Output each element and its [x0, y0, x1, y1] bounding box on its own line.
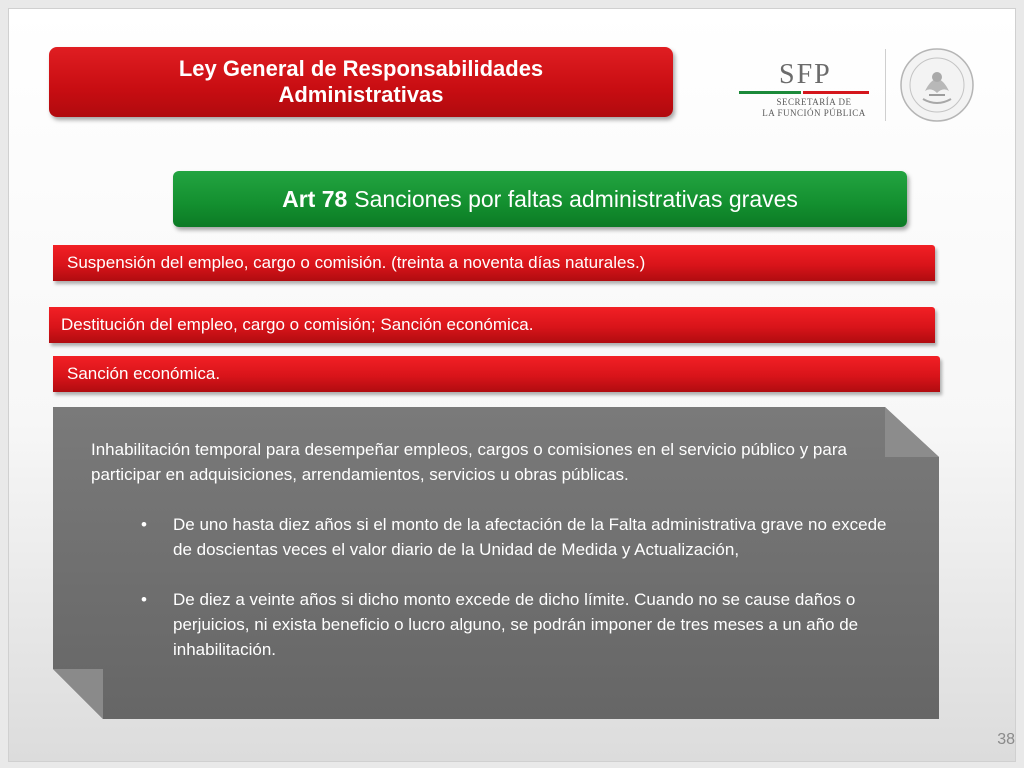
bullet-item [91, 587, 891, 662]
bullet-symbol: • [141, 515, 147, 534]
article-number: Art 78 [282, 185, 348, 212]
title-line-1: Ley General de Responsabilidades [178, 56, 544, 81]
sfp-acronym: SFP [779, 59, 832, 90]
bullet-text: De diez a veinte años si dicho monto excede de dicho límite. Cuando no se cause daños o perjuicios, ni exista beneficio o lucro alguno, se podrán imponer de tres meses a un año de inhabilitación. [173, 590, 859, 659]
logo-divider [885, 49, 886, 121]
sanction-text: Destitución del empleo, cargo o comisión; Sanción económica. [61, 315, 534, 334]
title-banner [49, 47, 673, 117]
slide [8, 8, 1016, 762]
logo-subtitle-line-2: LA FUNCIÓN PÚBLICA [762, 108, 866, 118]
page-number: 38 [997, 731, 1015, 748]
title-line-2: Administrativas [278, 82, 444, 107]
sanction-bar-destitution [49, 307, 935, 343]
bullet-text: De uno hasta diez años si el monto de la afectación de la Falta administrativa grave no excede de doscientas veces el valor diario de la Unidad de Medida y Actualización, [173, 515, 887, 559]
panel-content [91, 437, 891, 687]
sanction-bar-economic [53, 356, 940, 392]
inhabilitation-panel [53, 407, 939, 719]
sanction-bar-suspension [53, 245, 935, 281]
sanction-text: Sanción económica. [67, 364, 221, 383]
article-banner [173, 171, 907, 227]
sanction-text: Suspensión del empleo, cargo o comisión. (treinta a noventa días naturales.) [67, 253, 646, 272]
bullet-symbol: • [141, 590, 147, 609]
sfp-logo [739, 57, 879, 123]
coat-of-arms-seal-icon [899, 47, 975, 123]
logo-red-line [803, 91, 869, 94]
logo-green-line [739, 91, 801, 94]
inhabilitation-intro: Inhabilitación temporal para desempeñar empleos, cargos o comisiones en el servicio público y para participar en adquisiciones, arrendamientos, servicios u obras públicas. [91, 440, 847, 484]
bullet-item [91, 512, 891, 562]
article-title: Sanciones por faltas administrativas graves [354, 185, 798, 212]
logo-subtitle-line-1: SECRETARÍA DE [776, 97, 852, 107]
